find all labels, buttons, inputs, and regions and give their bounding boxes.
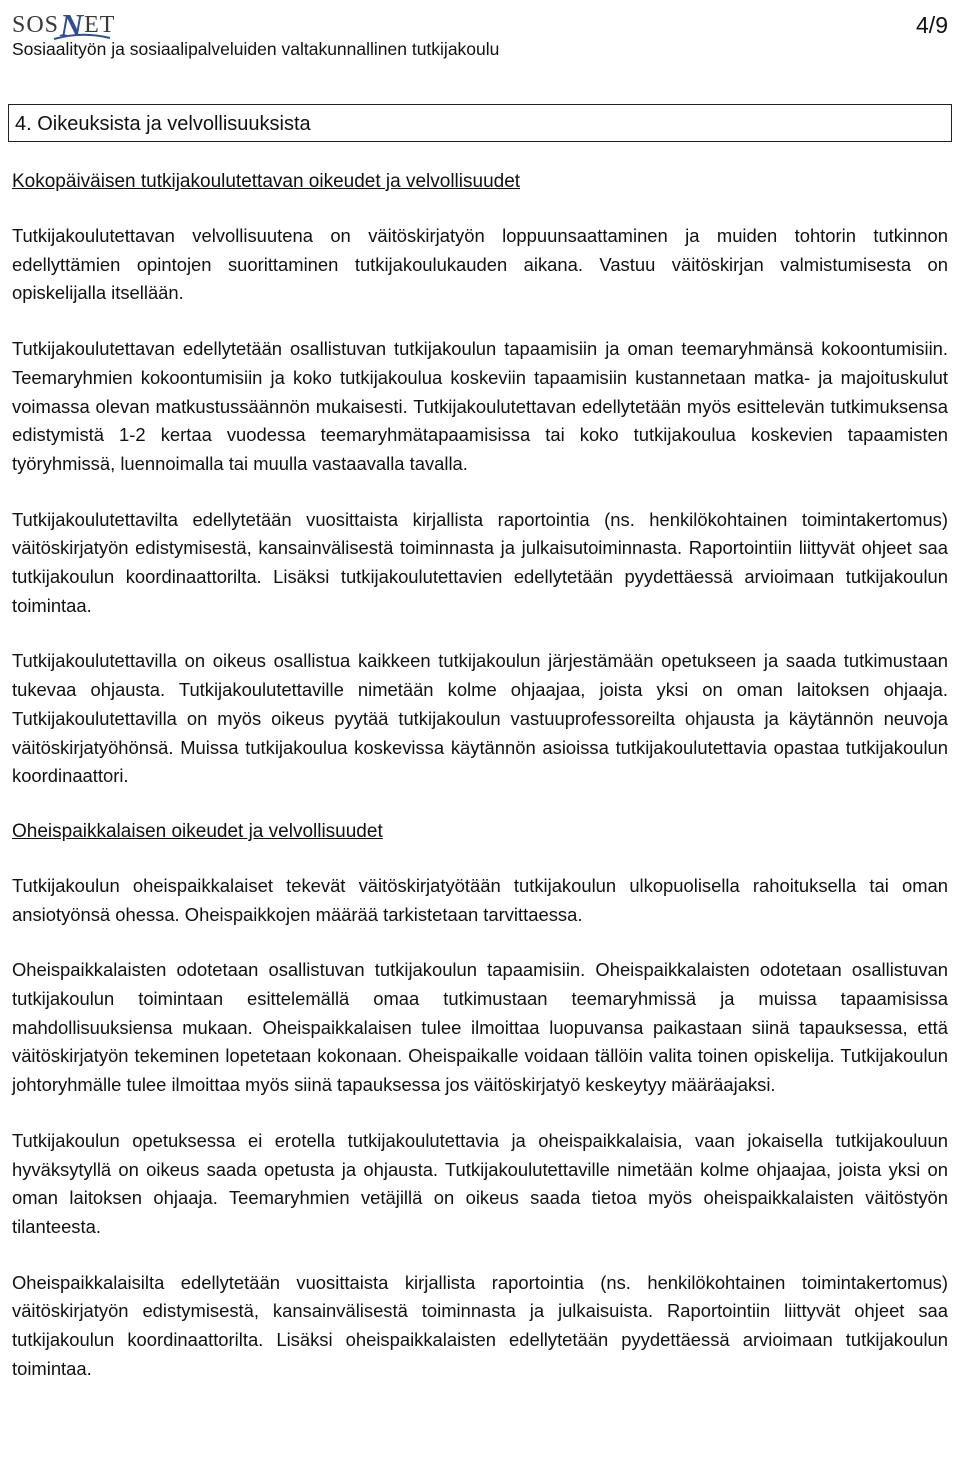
section2-paragraph-2: Oheispaikkalaisten odotetaan osallistuvan tutkijakoulun tapaamisiin. Oheispaikkalaisten odotetaan osallistuvan tutkijakoulun toimintaan esittelemällä omaa tutkimustaan teemaryhmissä ja muissa tapaamisissa mahdollisuuksiensa mukaan. Oheispaikkalaisen tulee ilmoittaa luopuvansa paikastaan siinä tapauksessa, että väitöskirjatyön tekeminen lopetetaan kokonaan. Oheispaikalle voidaan tällöin valita toinen opiskelija. Tutkijakoulun johtoryhmälle tulee ilmoittaa myös siinä tapauksessa jos väitöskirjatyö keskeytyy määräajaksi. [12, 959, 948, 1096]
section2-title: Oheispaikkalaisen oikeudet ja velvollisuudet [12, 820, 383, 842]
page-header [12, 6, 952, 86]
section1-title: Kokopäiväisen tutkijakoulutettavan oikeudet ja velvollisuudet [12, 171, 521, 192]
logo-prefix: SOS [12, 12, 60, 38]
section2-paragraph-4: Oheispaikkalaisilta edellytetään vuosittaista kirjallista raportointia (ns. henkilökohtainen toimintakertomus) väitöskirjatyön edistymisestä, kansainvälisestä toiminnasta ja julkaisuista. Raportointiin liittyvät ohjeet saa tutkijakoulun koordinaattorilta. Lisäksi oheispaikkalaisten edellytetään pyydettäessä arvioimaan tutkijakoulun toimintaa. [12, 1271, 948, 1379]
section1-paragraph-1: Tutkijakoulutettavan velvollisuutena on väitöskirjatyön loppuunsaattaminen ja muiden tohtorin tutkinnon edellyttämien opintojen suorittaminen tutkijakoulukauden aikana. Vastuu väitöskirjan valmistumisesta on opiskelijalla itsellään. [12, 225, 948, 304]
section1-paragraph-3: Tutkijakoulutettavilta edellytetään vuosittaista kirjallista raportointia (ns. henkilökohtainen toimintakertomus) väitöskirjatyön edistymisestä, kansainvälisestä toiminnasta ja julkaisutoiminnasta. Raportointiin liittyvät ohjeet saa tutkijakoulun koordinaattorilta. Lisäksi tutkijakoulutettavien edellytetään pyydettäessä arvioimaan tutkijakoulun toimintaa. [12, 508, 948, 616]
section-heading: 4. Oikeuksista ja velvollisuuksista [15, 113, 311, 135]
header-subtitle: Sosiaalityön ja sosiaalipalveluiden valtakunnallinen tutkijakoulu [12, 39, 500, 59]
section1-paragraph-4: Tutkijakoulutettavilla on oikeus osallistua kaikkeen tutkijakoulun järjestämään opetukseen ja saada tutkimustaan tukevaa ohjausta. Tutkijakoulutettaville nimetään kolme ohjaajaa, joista yksi on oman laitoksen ohjaaja. Tutkijakoulutettavilla on myös oikeus pyytää tutkijakoulun vastuuprofessoreilta ohjausta ja käytännön neuvoja väitöskirjatyöhönsä. Muissa tutkijakoulua koskevissa käytännön asioissa tutkijakoulutettavia opastaa tutkijakoulun koordinaattori. [12, 650, 948, 787]
section1-paragraph-2: Tutkijakoulutettavan edellytetään osallistuvan tutkijakoulun tapaamisiin ja oman teemaryhmänsä kokoontumisiin. Teemaryhmien kokoontumisiin ja koko tutkijakoulua koskeviin tapaamisiin kustannetaan matka- ja majoituskulut voimassa olevan matkustussäännön mukaisesti. Tutkijakoulutettavan edellytetään myös esittelevän tutkimuksensa edistymistä 1-2 kertaa vuodessa teemaryhmätapaamisissa tai koko tutkijakoulua koskevien tapaamisten työryhmissä, luennoimalla tai muulla vastaavalla tavalla. [12, 338, 948, 474]
section-heading-box [8, 104, 952, 142]
logo-n: N [60, 7, 84, 43]
document-body [12, 168, 948, 1411]
page-number: 4/9 [916, 12, 948, 38]
section2-paragraph-1: Tutkijakoulun oheispaikkalaiset tekevät väitöskirjatyötään tutkijakoulun ulkopuolisella rahoituksella tai oman ansiotyönsä ohessa. Oheispaikkojen määrää tarkistetaan tarvittaessa. [12, 874, 948, 925]
section2-paragraph-3: Tutkijakoulun opetuksessa ei erotella tutkijakoulutettavia ja oheispaikkalaisia, vaan jokaisella tutkijakouluun hyväksytyllä on oikeus saada opetusta ja ohjausta. Tutkijakoulutettaville nimetään kolme ohjaajaa, joista yksi on oman laitoksen ohjaaja. Teemaryhmien vetäjillä on oikeus saada tietoa myös oheispaikkalaisten väitöstyön tilanteesta. [12, 1129, 948, 1237]
logo-suffix: ET [84, 12, 116, 38]
